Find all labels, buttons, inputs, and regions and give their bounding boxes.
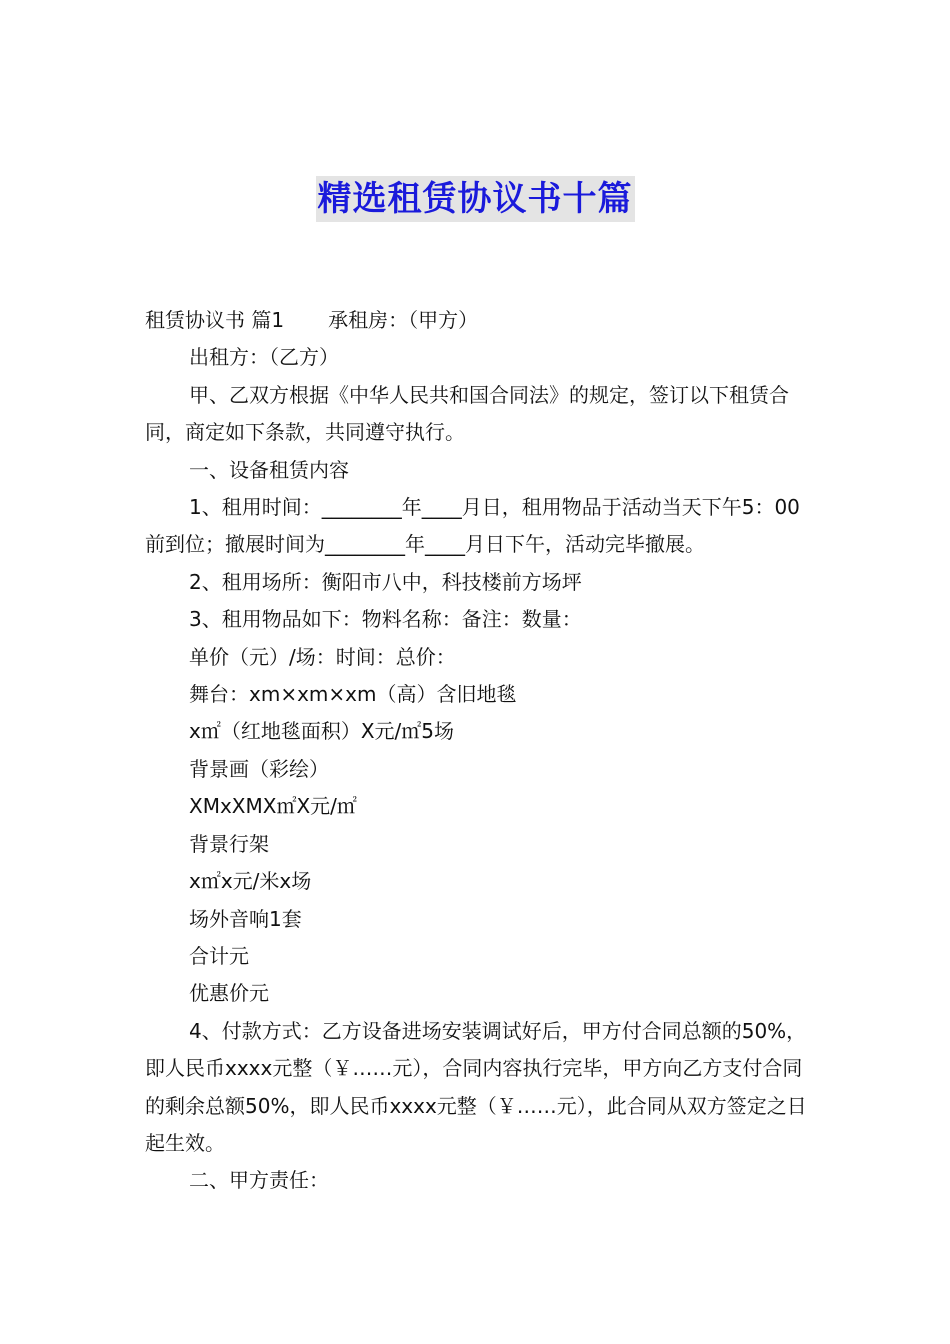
total-line: 合计元	[189, 943, 249, 968]
list-item: x㎡（红地毯面积）X元/㎡5场	[189, 719, 454, 744]
item-rental-place: 2、租用场所：衡阳市八中，科技楼前方场坪	[189, 569, 582, 594]
title-container	[0, 176, 950, 222]
section-heading-2: 二、甲方责任：	[189, 1168, 329, 1193]
section-heading-1: 一、设备租赁内容	[189, 457, 349, 482]
item-payment: 4、付款方式：乙方设备进场安装调试好后，甲方付合同总额的50%，即人民币xxxx元整（￥……元），合同内容执行完毕，甲方向乙方支付合同的剩余总额50%，即人民币xxxx元整（￥……元），此合同从双方签定之日起生效。	[145, 1018, 807, 1155]
document-body	[145, 302, 810, 1200]
document-title: 精选租赁协议书十篇	[316, 176, 635, 222]
paragraph-heading-line	[145, 302, 810, 339]
item-rental-time: 1、租用时间：________年____月日，租用物品于活动当天下午5：00前到位；撤展时间为________年____月日下午，活动完毕撤展。	[145, 495, 800, 557]
list-item: 舞台：xm×xm×xm（高）含旧地毯	[189, 682, 517, 707]
paragraph-intro: 甲、乙双方根据《中华人民共和国合同法》的规定，签订以下租赁合同，商定如下条款，共同遵守执行。	[145, 382, 789, 445]
list-item: 单价（元）/场：时间：总价：	[189, 644, 456, 669]
lessee-line: 承租房：（甲方）	[328, 308, 479, 332]
discount-line: 优惠价元	[189, 981, 269, 1006]
item-rental-goods: 3、租用物品如下：物料名称：备注：数量：	[189, 607, 582, 632]
list-item: 背景行架	[189, 831, 269, 856]
list-item: 背景画（彩绘）	[189, 756, 329, 781]
lessor-line: 出租方：（乙方）	[189, 345, 339, 370]
section-label: 租赁协议书 篇1	[145, 308, 285, 332]
list-item: XMxXMX㎡X元/㎡	[189, 794, 357, 819]
list-item: 场外音响1套	[189, 906, 302, 931]
list-item: x㎡x元/米x场	[189, 869, 312, 894]
